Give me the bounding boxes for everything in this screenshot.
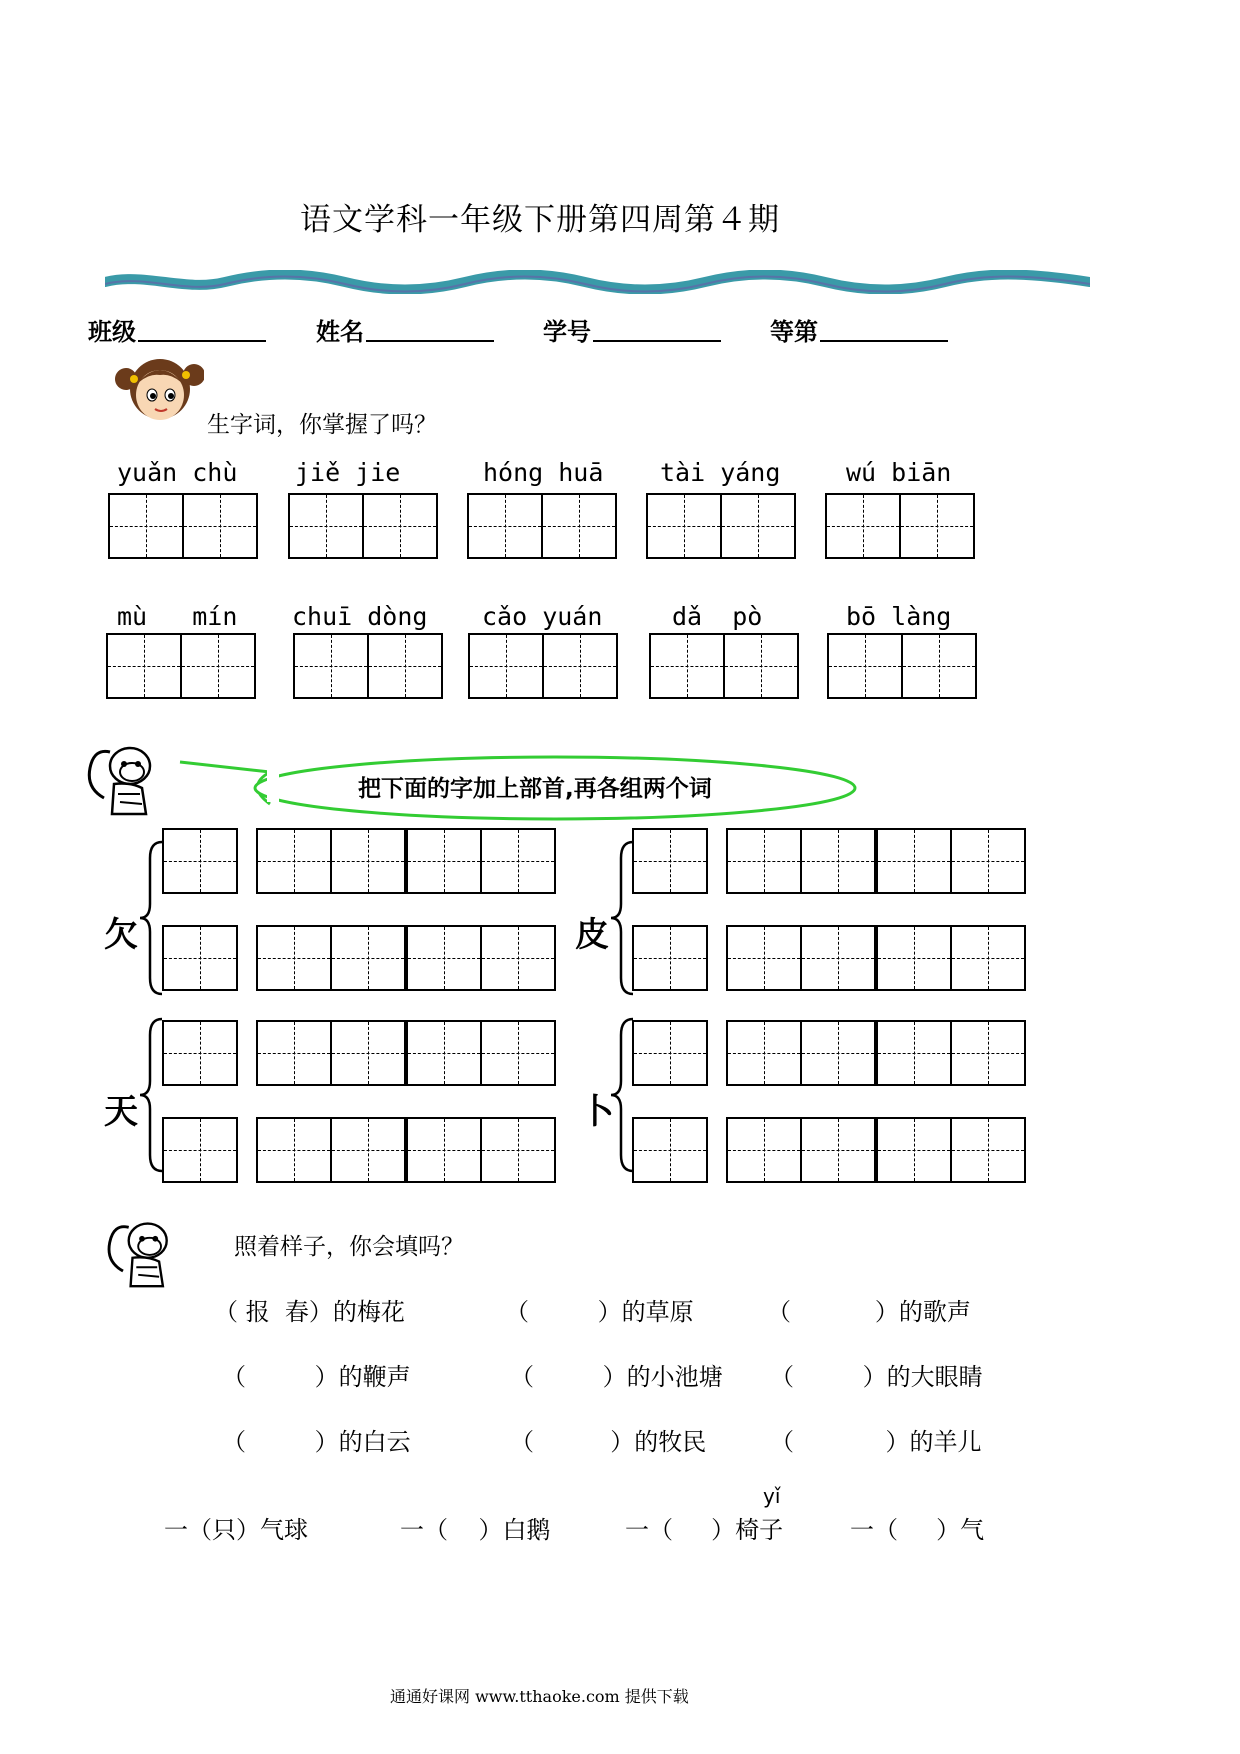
fill-item[interactable]: （ ）的草原 [505, 1298, 694, 1326]
fill-item[interactable]: （ ）的小池塘 [510, 1363, 723, 1391]
name-field[interactable] [366, 340, 494, 342]
student-id-field[interactable] [593, 340, 721, 342]
measure-item[interactable]: 一（ ）椅子 [625, 1516, 784, 1544]
writing-grid[interactable] [108, 493, 258, 559]
writing-grid[interactable] [649, 633, 799, 699]
writing-grid[interactable] [827, 633, 977, 699]
pinyin-5: wú biān [846, 458, 952, 487]
writing-grid[interactable] [825, 493, 975, 559]
wave-divider [105, 270, 1090, 294]
measure-item[interactable]: 一（ ）气 [850, 1516, 985, 1544]
base-char-3: 天 [104, 1092, 138, 1132]
fill-item[interactable]: （ ）的白云 [222, 1428, 411, 1456]
radical-grid[interactable] [162, 828, 238, 894]
word-grid[interactable] [406, 1117, 556, 1183]
base-char-2: 皮 [575, 915, 609, 955]
word-grid[interactable] [876, 828, 1026, 894]
grade-label: 等第 [770, 318, 818, 346]
base-char-1: 欠 [104, 915, 138, 955]
fill-item[interactable]: （ ）的歌声 [767, 1298, 971, 1326]
pinyin-8: cǎo yuán [482, 602, 603, 631]
radical-grid[interactable] [162, 925, 238, 991]
word-grid[interactable] [406, 925, 556, 991]
grade-field[interactable] [820, 340, 948, 342]
word-grid[interactable] [726, 1020, 876, 1086]
word-grid[interactable] [406, 828, 556, 894]
word-grid[interactable] [726, 828, 876, 894]
writing-grid[interactable] [106, 633, 256, 699]
pinyin-4: tài yáng [660, 458, 781, 487]
radical-grid[interactable] [162, 1117, 238, 1183]
word-grid[interactable] [406, 1020, 556, 1086]
pinyin-9: dǎ pò [672, 602, 763, 631]
fill-item[interactable]: （ ）的牧民 [510, 1428, 707, 1456]
section1-prompt: 生字词，你掌握了吗？ [207, 412, 437, 438]
fill-item: （ 报 春）的梅花 [214, 1298, 405, 1326]
writing-grid[interactable] [468, 633, 618, 699]
radical-grid[interactable] [632, 1020, 708, 1086]
writing-grid[interactable] [288, 493, 438, 559]
pinyin-6: mù mín [117, 602, 238, 631]
radical-grid[interactable] [632, 1117, 708, 1183]
fill-item[interactable]: （ ）的羊儿 [770, 1428, 982, 1456]
name-label: 姓名 [316, 318, 364, 346]
word-grid[interactable] [256, 925, 406, 991]
word-grid[interactable] [256, 1020, 406, 1086]
monkey-mascot-icon [84, 738, 164, 820]
word-grid[interactable] [256, 1117, 406, 1183]
pinyin-3: hóng huā [483, 458, 604, 487]
pinyin-1: yuǎn chù [117, 458, 238, 487]
word-grid[interactable] [726, 1117, 876, 1183]
fill-item[interactable]: （ ）的大眼睛 [770, 1363, 983, 1391]
class-field[interactable] [138, 340, 266, 342]
word-grid[interactable] [726, 925, 876, 991]
class-label: 班级 [88, 318, 136, 346]
word-grid[interactable] [876, 1117, 1026, 1183]
word-grid[interactable] [876, 1020, 1026, 1086]
measure-item: 一（只）气球 [164, 1516, 308, 1544]
measure-pinyin: yǐ [763, 1484, 781, 1508]
pinyin-2: jiě jie [295, 458, 401, 487]
fill-item[interactable]: （ ）的鞭声 [222, 1363, 411, 1391]
measure-item[interactable]: 一（ ）白鹅 [400, 1516, 551, 1544]
section2-prompt: 把下面的字加上部首,再各组两个词 [358, 776, 712, 802]
monkey-mascot-icon [104, 1212, 180, 1294]
pinyin-10: bō làng [846, 602, 952, 631]
writing-grid[interactable] [646, 493, 796, 559]
base-char-4: 卜 [580, 1092, 614, 1132]
radical-grid[interactable] [162, 1020, 238, 1086]
radical-grid[interactable] [632, 925, 708, 991]
page-title: 语文学科一年级下册第四周第４期 [300, 202, 780, 238]
footer-text: 通通好课网 www.tthaoke.com 提供下载 [390, 1687, 689, 1706]
word-grid[interactable] [256, 828, 406, 894]
pinyin-7: chuī dòng [292, 602, 428, 631]
writing-grid[interactable] [293, 633, 443, 699]
section3-prompt: 照着样子，你会填吗？ [234, 1234, 464, 1260]
student-id-label: 学号 [543, 318, 591, 346]
word-grid[interactable] [876, 925, 1026, 991]
girl-mascot-icon [112, 345, 204, 425]
radical-grid[interactable] [632, 828, 708, 894]
writing-grid[interactable] [467, 493, 617, 559]
